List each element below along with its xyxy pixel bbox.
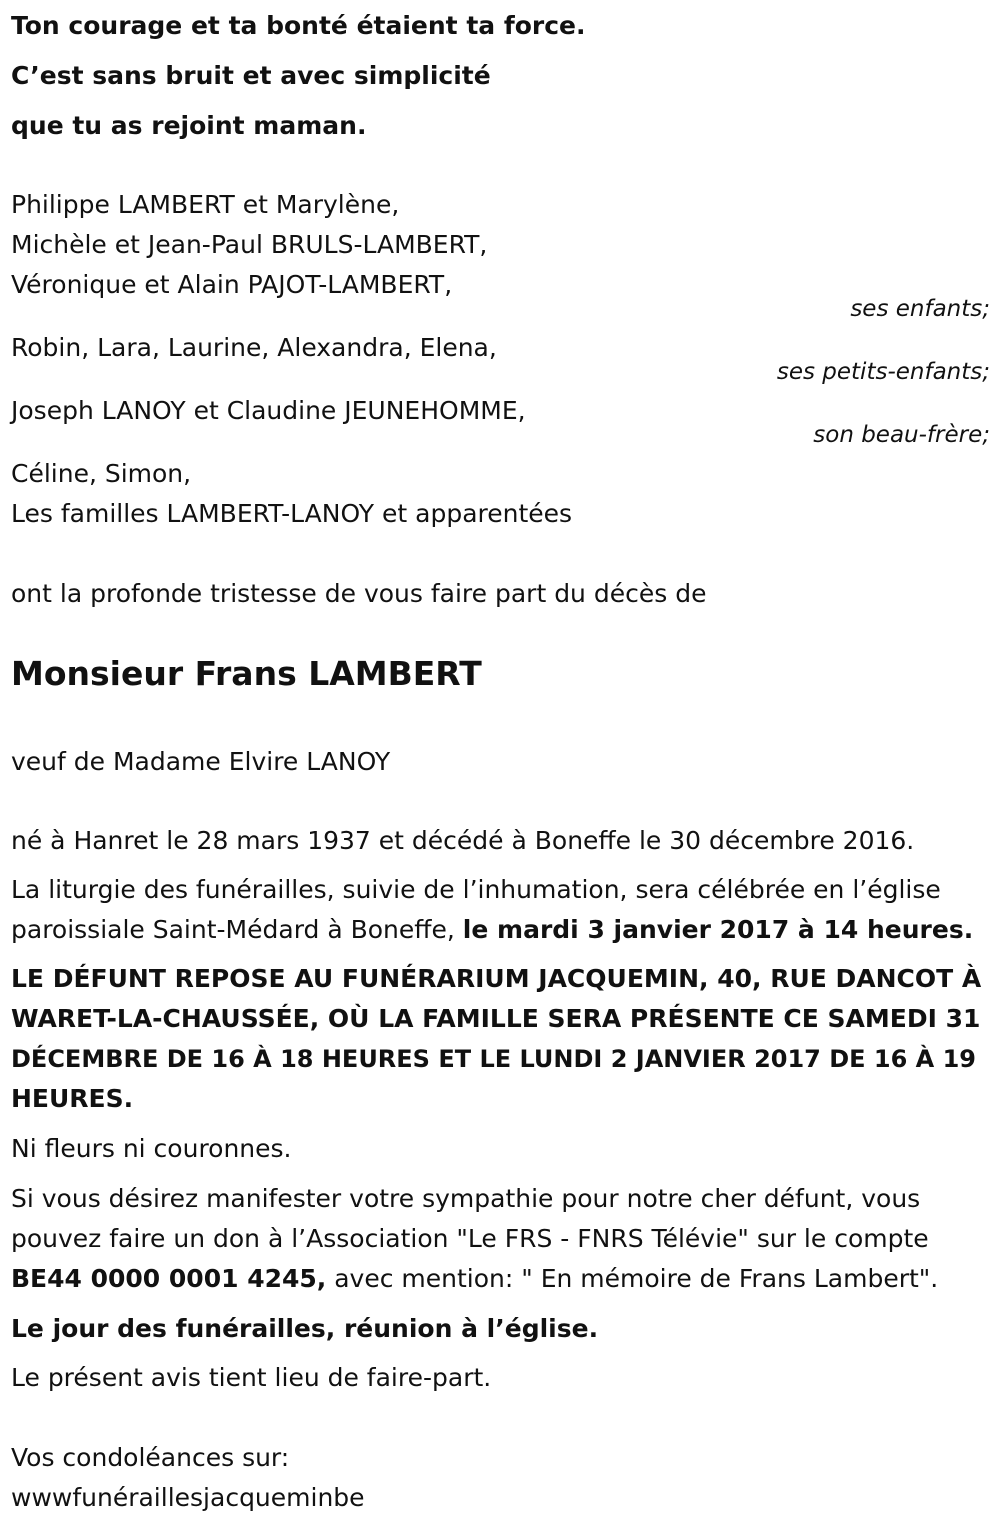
no-flowers: Ni fleurs ni couronnes. [11,1134,292,1163]
condolences-label: Vos condoléances sur: [11,1443,290,1472]
grandchildren-line: Robin, Lara, Laurine, Alexandra, Elena, [11,333,497,362]
brother-in-law-role: son beau-frère; [813,422,990,448]
liturgy-line [11,914,973,946]
liturgy-date: le mardi 3 janvier 2017 à 14 heures. [462,915,974,944]
family-others-line: Les familles LAMBERT-LANOY et apparentées [11,499,573,528]
poem-line: Ton courage et ta bonté étaient ta force. [11,11,586,40]
poem-line: C’est sans bruit et avec simplicité [11,61,491,90]
deceased-name: Monsieur Frans LAMBERT [11,654,482,693]
family-children-line: Michèle et Jean-Paul BRULS-LAMBERT, [11,230,488,259]
birth-death-line: né à Hanret le 28 mars 1937 et décédé à Boneffe le 30 décembre 2016. [11,826,915,855]
liturgy-place: paroissiale Saint-Médard à Boneffe, [11,915,463,944]
donation-line: pouvez faire un don à l’Association "Le FRS - FNRS Télévie" sur le compte [11,1224,929,1253]
liturgy-line: La liturgie des funérailles, suivie de l’inhumation, sera célébrée en l’église [11,875,941,904]
brother-in-law-line: Joseph LANOY et Claudine JEUNEHOMME, [11,396,526,425]
donation-mention: avec mention: " En mémoire de Frans Lambert". [326,1264,939,1293]
announcement: ont la profonde tristesse de vous faire part du décès de [11,579,707,608]
condolences-site: wwwfunéraillesjacqueminbe [11,1483,365,1512]
widower-line: veuf de Madame Elvire LANOY [11,747,391,776]
donation-line: Si vous désirez manifester votre sympathie pour notre cher défunt, vous [11,1184,921,1213]
donation-line [11,1263,938,1295]
reunion-line: Le jour des funérailles, réunion à l’église. [11,1314,599,1343]
family-children-line: Véronique et Alain PAJOT-LAMBERT, [11,270,453,299]
notice-line: Le présent avis tient lieu de faire-part. [11,1363,492,1392]
family-others-line: Céline, Simon, [11,459,192,488]
funerarium-line: HEURES. [11,1084,134,1113]
grandchildren-role: ses petits-enfants; [776,359,990,385]
poem-line: que tu as rejoint maman. [11,111,367,140]
account-number: BE44 0000 0001 4245, [11,1264,327,1293]
family-children-line: Philippe LAMBERT et Marylène, [11,190,400,219]
funerarium-line: DÉCEMBRE DE 16 À 18 HEURES ET LE LUNDI 2 JANVIER 2017 DE 16 À 19 [11,1045,976,1073]
funerarium-line: WARET-LA-CHAUSSÉE, OÙ LA FAMILLE SERA PRÉSENTE CE SAMEDI 31 [11,1004,981,1033]
funerarium-line: LE DÉFUNT REPOSE AU FUNÉRARIUM JACQUEMIN, 40, RUE DANCOT À [11,964,982,993]
children-role: ses enfants; [850,296,990,322]
